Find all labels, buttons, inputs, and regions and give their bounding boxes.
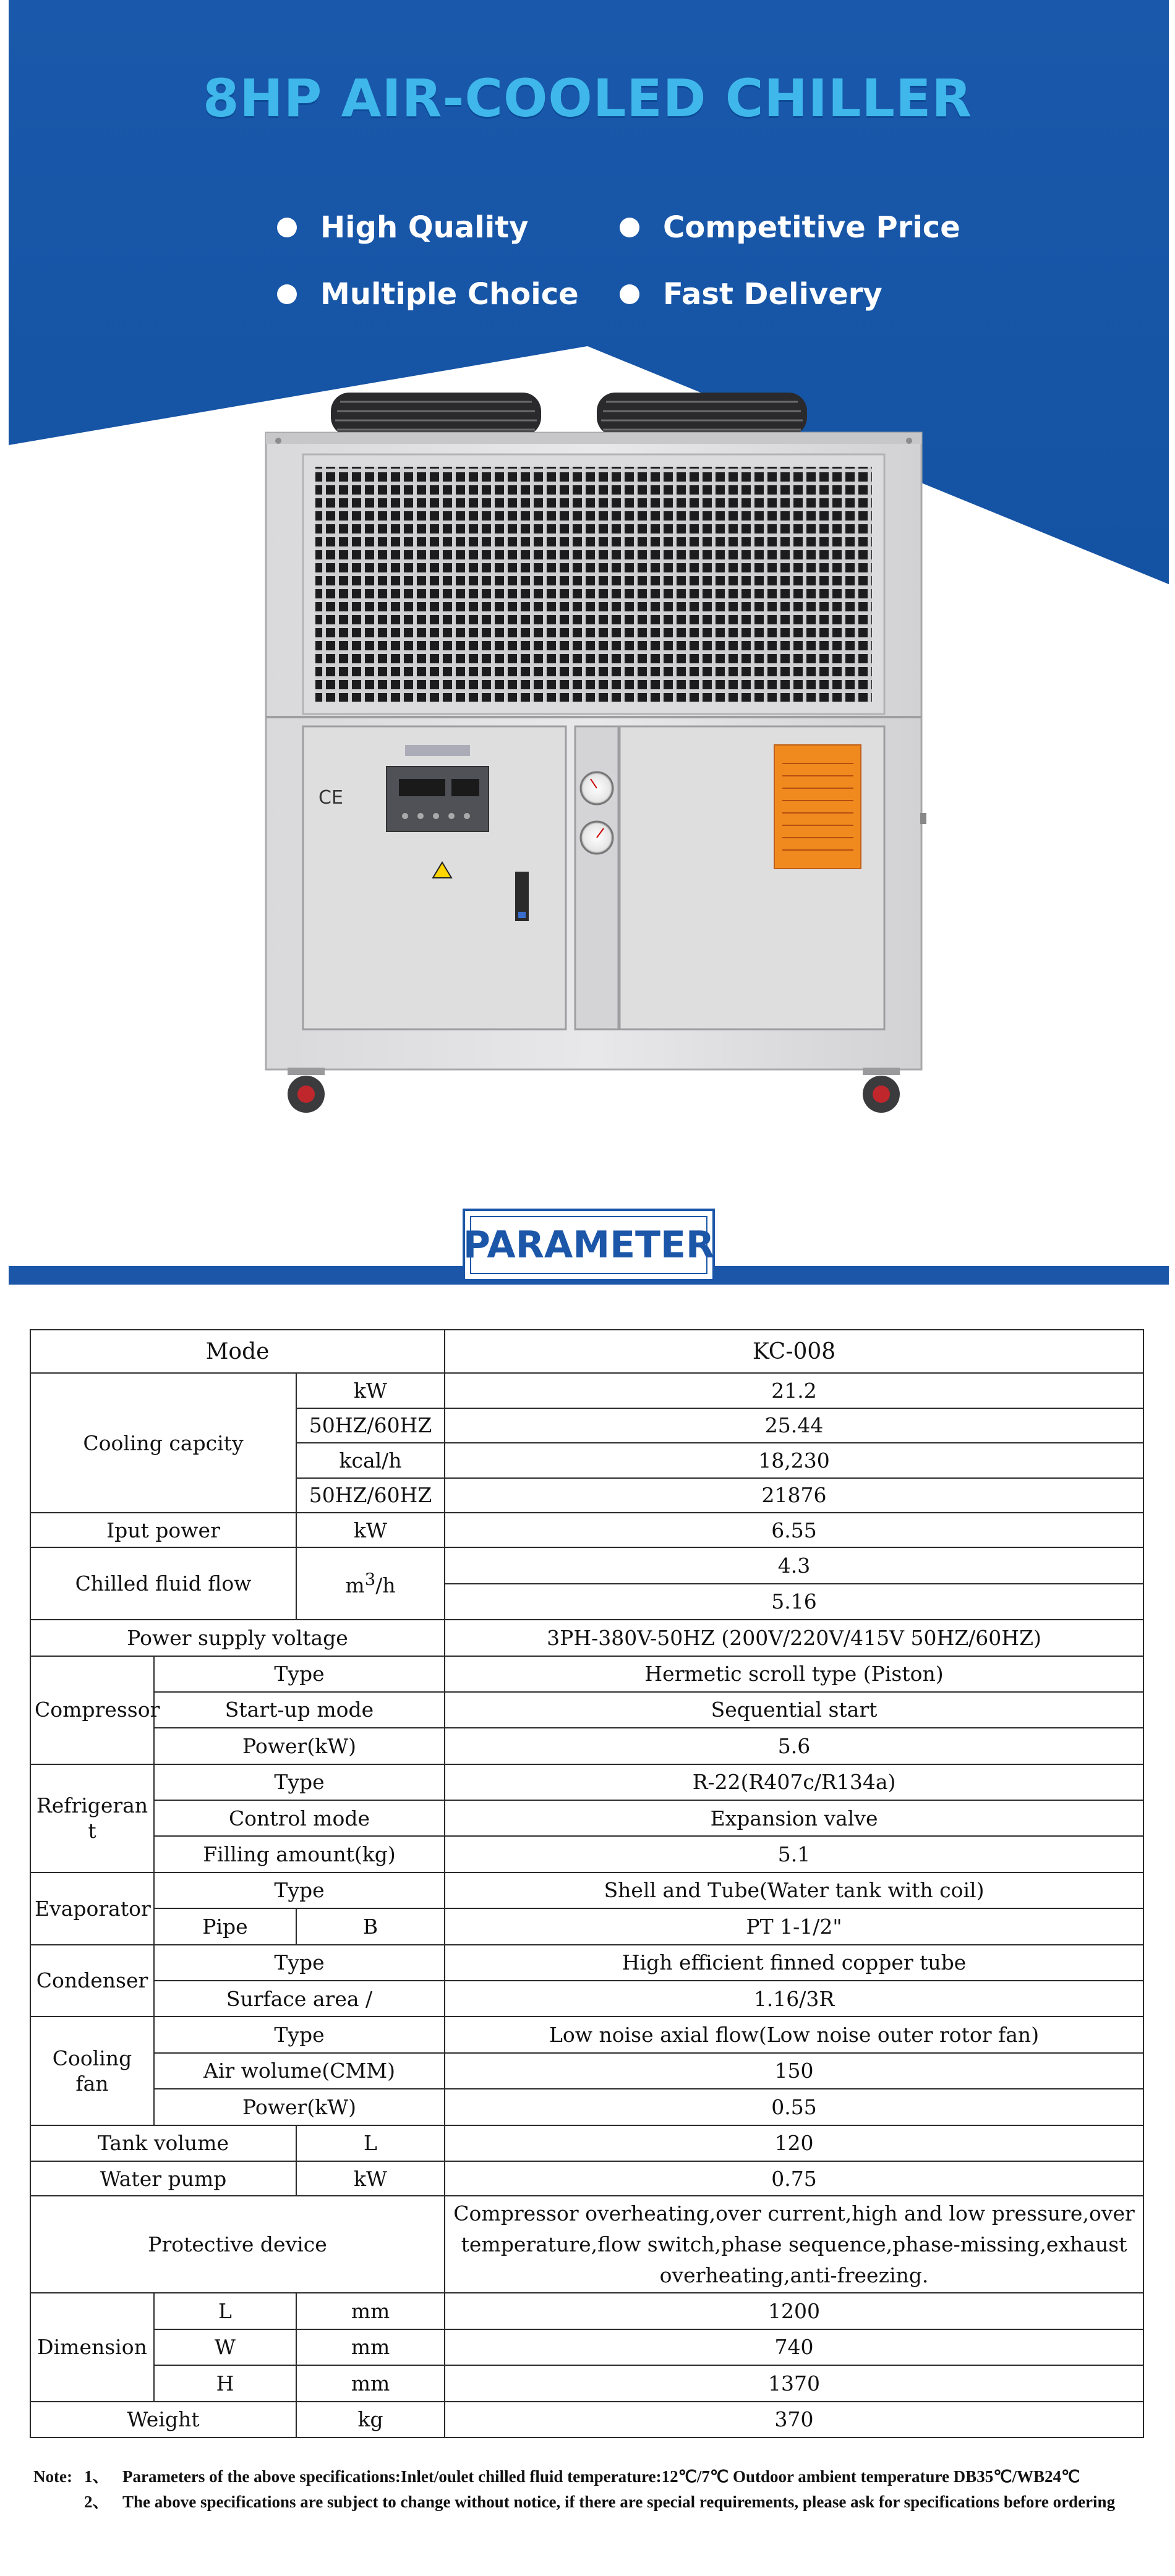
value-cell: 370: [445, 2402, 1143, 2438]
note-lead: Note:: [33, 2467, 72, 2486]
param-cell: L: [154, 2293, 296, 2329]
unit-base: m: [345, 1573, 365, 1598]
specification-table: [30, 1329, 1144, 2438]
value-cell: R-22(R407c/R134a): [445, 1764, 1143, 1800]
parameter-heading-box: [463, 1209, 715, 1282]
refrigerant-label: Refrigeran t: [30, 1764, 154, 1872]
note-text: Parameters of the above specifications:Inlet/oulet chilled fluid temperature:12℃/7℃ Outdoor ambient temperature DB35℃/WB24℃: [122, 2467, 1080, 2486]
unit-cell: B: [296, 1908, 445, 1944]
value-cell: Low noise axial flow(Low noise outer rotor fan): [445, 2017, 1143, 2052]
value-cell: 21876: [445, 1478, 1143, 1513]
unit-cell: kcal/h: [296, 1443, 445, 1477]
value-cell: 740: [445, 2329, 1143, 2365]
value-cell: Sequential start: [445, 1692, 1143, 1728]
table-row: [30, 1620, 1143, 1656]
evaporator-label: Evaporator: [30, 1872, 154, 1945]
value-cell: 1370: [445, 2365, 1143, 2401]
value-cell: 21.2: [445, 1373, 1143, 1408]
fan-guard-right: [597, 393, 807, 436]
ce-mark: CE: [318, 787, 343, 809]
param-cell: Type: [154, 1764, 445, 1800]
unit-cell: L: [296, 2125, 445, 2161]
param-cell: Filling amount(kg): [154, 1836, 445, 1872]
unit-tail: /h: [375, 1573, 396, 1598]
table-row: [30, 1908, 1143, 1944]
cooling-capacity-label: Cooling capcity: [30, 1373, 296, 1513]
table-row: [30, 1692, 1143, 1728]
table-row: [30, 2017, 1143, 2052]
param-cell: Control mode: [154, 1800, 445, 1836]
param-cell: Air wolume(CMM): [154, 2053, 445, 2089]
cooling-fan-label: Cooling fan: [30, 2017, 154, 2125]
weight-label: Weight: [30, 2402, 296, 2438]
param-cell: H: [154, 2365, 296, 2401]
notes-section: [33, 2467, 1147, 2517]
param-cell: Power(kW): [154, 1728, 445, 1764]
table-row: [30, 1981, 1143, 2017]
value-cell: 5.1: [445, 1836, 1143, 1872]
table-row: [30, 1373, 1143, 1408]
value-cell: Compressor overheating,over current,high and low pressure,over temperature,flow switch,phase sequence,phase-missing,exhaust overheating,anti-freezing.: [445, 2196, 1143, 2293]
mode-value: KC-008: [445, 1330, 1143, 1373]
table-row: [30, 2365, 1143, 2401]
feature-label: Fast Delivery: [663, 277, 882, 312]
chiller-product-image: [260, 380, 928, 1147]
value-cell: 0.55: [445, 2089, 1143, 2125]
water-pump-label: Water pump: [30, 2161, 296, 2196]
table-row: [30, 2196, 1143, 2293]
bullet-icon: [620, 284, 639, 304]
feature-label: Multiple Choice: [320, 277, 579, 312]
tank-volume-label: Tank volume: [30, 2125, 296, 2161]
mode-label: Mode: [30, 1330, 445, 1373]
table-row: [30, 1945, 1143, 1981]
param-cell: W: [154, 2329, 296, 2365]
feature-label: Competitive Price: [663, 210, 960, 245]
param-cell: Power(kW): [154, 2089, 445, 2125]
value-cell: 5.6: [445, 1728, 1143, 1764]
dimension-label: Dimension: [30, 2293, 154, 2401]
value-cell: Expansion valve: [445, 1800, 1143, 1836]
table-row: [30, 2053, 1143, 2089]
unit-superscript: 3: [364, 1570, 376, 1590]
table-row: [30, 2125, 1143, 2161]
caster-wheel-left: [288, 1068, 325, 1113]
feature-high-quality: [277, 210, 528, 245]
table-row: [30, 1330, 1143, 1373]
unit-cell: kW: [296, 1373, 445, 1408]
table-row: [30, 1513, 1143, 1547]
param-cell: Type: [154, 1872, 445, 1908]
table-row: [30, 1728, 1143, 1764]
value-cell: 150: [445, 2053, 1143, 2089]
value-cell: 3PH-380V-50HZ (200V/220V/415V 50HZ/60HZ): [445, 1620, 1143, 1656]
note-number: 1、: [84, 2467, 109, 2486]
value-cell: 4.3: [445, 1547, 1143, 1583]
table-row: [30, 1764, 1143, 1800]
fan-guard-left: [331, 393, 541, 436]
unit-cell: kg: [296, 2402, 445, 2438]
value-cell: PT 1-1/2": [445, 1908, 1143, 1944]
note-item: [33, 2492, 1147, 2512]
hero-title: 8HP AIR-COOLED CHILLER: [202, 68, 973, 129]
power-supply-label: Power supply voltage: [30, 1620, 445, 1656]
chilled-fluid-flow-label: Chilled fluid flow: [30, 1547, 296, 1620]
param-cell: Type: [154, 1945, 445, 1981]
condenser-label: Condenser: [30, 1945, 154, 2017]
note-text: The above specifications are subject to change without notice, if there are special requirements, please ask for specifications before ordering: [122, 2493, 1116, 2511]
caster-wheel-right: [863, 1068, 900, 1113]
note-number: 2、: [84, 2493, 109, 2511]
value-cell: Shell and Tube(Water tank with coil): [445, 1872, 1143, 1908]
value-cell: Hermetic scroll type (Piston): [445, 1656, 1143, 1692]
section-title: PARAMETER: [470, 1216, 707, 1274]
table-row: [30, 1836, 1143, 1872]
param-cell: Surface area /: [154, 1981, 445, 2017]
unit-cell: mm: [296, 2365, 445, 2401]
table-row: [30, 2089, 1143, 2125]
param-cell: Pipe: [154, 1908, 296, 1944]
table-row: [30, 2402, 1143, 2438]
param-cell: Start-up mode: [154, 1692, 445, 1728]
param-cell: Type: [154, 2017, 445, 2052]
table-row: [30, 2161, 1143, 2196]
param-cell: Type: [154, 1656, 445, 1692]
value-cell: 0.75: [445, 2161, 1143, 2196]
hero-section: [0, 0, 1175, 1175]
note-item: [33, 2467, 1147, 2487]
unit-cell: 50HZ/60HZ: [296, 1478, 445, 1513]
table-row: [30, 1547, 1143, 1583]
value-cell: 25.44: [445, 1408, 1143, 1443]
unit-cell: kW: [296, 1513, 445, 1547]
feature-fast-delivery: [620, 277, 882, 312]
table-row: [30, 2293, 1143, 2329]
value-cell: 6.55: [445, 1513, 1143, 1547]
table-row: [30, 1800, 1143, 1836]
note-lead-spacer: [33, 2492, 84, 2512]
table-row: [30, 1872, 1143, 1908]
unit-cell: mm: [296, 2329, 445, 2365]
protective-device-label: Protective device: [30, 2196, 445, 2293]
unit-cell: [296, 1547, 445, 1620]
input-power-label: Iput power: [30, 1513, 296, 1547]
unit-cell: 50HZ/60HZ: [296, 1408, 445, 1443]
bullet-icon: [620, 218, 639, 237]
value-cell: 5.16: [445, 1584, 1143, 1620]
unit-cell: kW: [296, 2161, 445, 2196]
feature-multiple-choice: [277, 277, 579, 312]
unit-cell: mm: [296, 2293, 445, 2329]
value-cell: 1200: [445, 2293, 1143, 2329]
table-row: [30, 2329, 1143, 2365]
feature-label: High Quality: [320, 210, 529, 245]
feature-competitive-price: [620, 210, 960, 245]
value-cell: 1.16/3R: [445, 1981, 1143, 2017]
value-cell: 120: [445, 2125, 1143, 2161]
table-row: [30, 1656, 1143, 1692]
value-cell: 18,230: [445, 1443, 1143, 1477]
bullet-icon: [277, 218, 297, 237]
bullet-icon: [277, 284, 297, 304]
compressor-label: Compressor: [30, 1656, 154, 1764]
value-cell: High efficient finned copper tube: [445, 1945, 1143, 1981]
